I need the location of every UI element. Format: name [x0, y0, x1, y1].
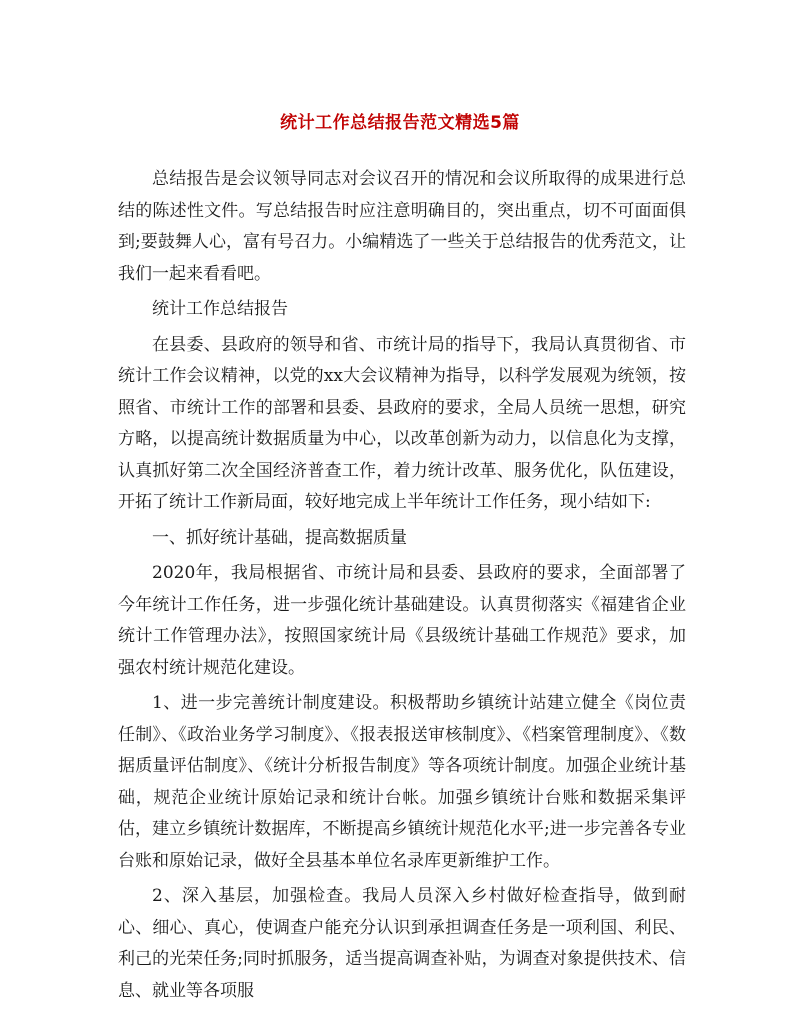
paragraph-intro: 总结报告是会议领导同志对会议召开的情况和会议所取得的成果进行总结的陈述性文件。写总结报告时应注意明确目的，突出重点，切不可面面俱到;要鼓舞人心，富有号召力。小编精选了一些关于总结报告的优秀范文，让我们一起来看看吧。 — [118, 169, 686, 284]
paragraph-item-2: 2、深入基层，加强检查。我局人员深入乡村做好检查指导，做到耐心、细心、真心，使调查户能充分认识到承担调查任务是一项利国、利民、利己的光荣任务;同时抓服务，适当提高调查补贴，为调查对象提供技术、信息、就业等各项服 — [118, 886, 686, 1001]
section-heading: 统计工作总结报告 — [152, 299, 288, 319]
document-title: 统计工作总结报告范文精选5篇 — [280, 113, 520, 133]
paragraph-item-1: 1、进一步完善统计制度建设。积极帮助乡镇统计站建立健全《岗位责任制》、《政治业务学习制度》、《报表报送审核制度》、《档案管理制度》、《数据质量评估制度》、《统计分析报告制度》等各项统计制度。加强企业统计基础，规范企业统计原始记录和统计台帐。加强乡镇统计台账和数据采集评估，建立乡镇统计数据库，不断提高乡镇统计规范化水平;进一步完善各专业台账和原始记录，做好全县基本单位名录库更新维护工作。 — [118, 693, 686, 871]
paragraph-overview: 在县委、县政府的领导和省、市统计局的指导下，我局认真贯彻省、市统计工作会议精神，以党的xx大会议精神为指导，以科学发展观为统领，按照省、市统计工作的部署和县委、县政府的要求，全局人员统一思想，研究方略，以提高统计数据质量为中心，以改革创新为动力，以信息化为支撑，认真抓好第二次全国经济普查工作，着力统计改革、服务优化，队伍建设，开拓了统计工作新局面，较好地完成上半年统计工作任务，现小结如下: — [118, 334, 686, 512]
subsection-heading: 一、抓好统计基础，提高数据质量 — [152, 527, 407, 548]
document-body — [118, 164, 686, 1011]
paragraph-2020: 2020年，我局根据省、市统计局和县委、县政府的要求，全面部署了今年统计工作任务，进一步强化统计基础建设。认真贯彻落实《福建省企业统计工作管理办法》，按照国家统计局《县级统计基础工作规范》要求，加强农村统计规范化建设。 — [118, 563, 686, 678]
